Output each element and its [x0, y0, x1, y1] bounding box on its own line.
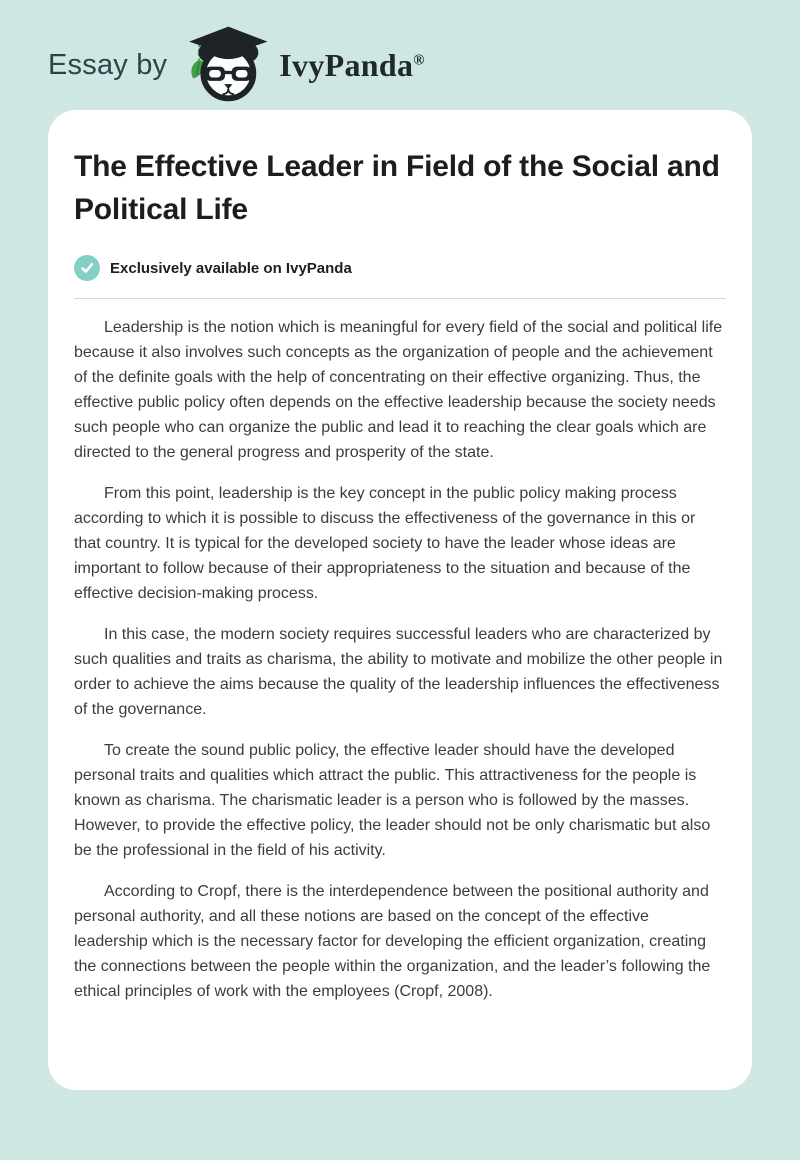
registered-mark: ® — [413, 51, 425, 68]
essay-paragraph-4: To create the sound public policy, the effective leader should have the developed personal traits and qualities which attract the public. This attractiveness for the people is known as charisma. The charismatic leader is a person who is followed by the masses. However, to provide the effective policy, the leader should not be only charismatic but also be the professional in the field of his activity. — [74, 742, 711, 860]
divider — [74, 298, 726, 299]
header — [0, 0, 800, 96]
essay-title: The Effective Leader in Field of the Social and Political Life — [74, 150, 720, 226]
essay-by-label: Essay by — [48, 48, 168, 81]
check-icon — [74, 255, 100, 281]
essay-paragraph-5: According to Cropf, there is the interdependence between the positional authority and personal authority, and all these notions are based on the concept of the effective leadership which is the necessary factor for developing the efficient organization, creating the connections between the people within the organization, and the leader’s following the ethical principles of work with the employees (Cropf, 2008). — [74, 883, 711, 1001]
brand-wordmark — [279, 47, 425, 84]
essay-body — [74, 315, 726, 1004]
essay-paragraph-1: Leadership is the notion which is meaningful for every field of the social and political life because it also involves such concepts as the organization of people and the achievement of the definite goals with the help of concentrating on their effective organizing. Thus, the effective public policy often depends on the effective leadership because the society needs such people who can organize the public and lead it to reaching the clear goals which are directed to the general progress and prosperity of the state. — [74, 319, 723, 462]
essay-paragraph-3: In this case, the modern society requires successful leaders who are characterized by such qualities and traits as charisma, the ability to motivate and mobilize the other people in order to achieve the aims because the quality of the leadership influences the effectiveness of the governance. — [74, 626, 723, 719]
availability-badge — [74, 255, 726, 281]
essay-paragraph-2: From this point, leadership is the key concept in the public policy making process according to which it is possible to discuss the effectiveness of the governance in this or that country. It is typical for the developed society to have the leader whose ideas are important to follow because of their appropriateness to the situation and because of the effective decision-making process. — [74, 485, 696, 603]
availability-label: Exclusively available on IvyPanda — [110, 259, 352, 277]
essay-card — [48, 110, 752, 1090]
panda-graduate-icon — [181, 25, 269, 105]
brand-name: IvyPanda — [279, 46, 414, 83]
